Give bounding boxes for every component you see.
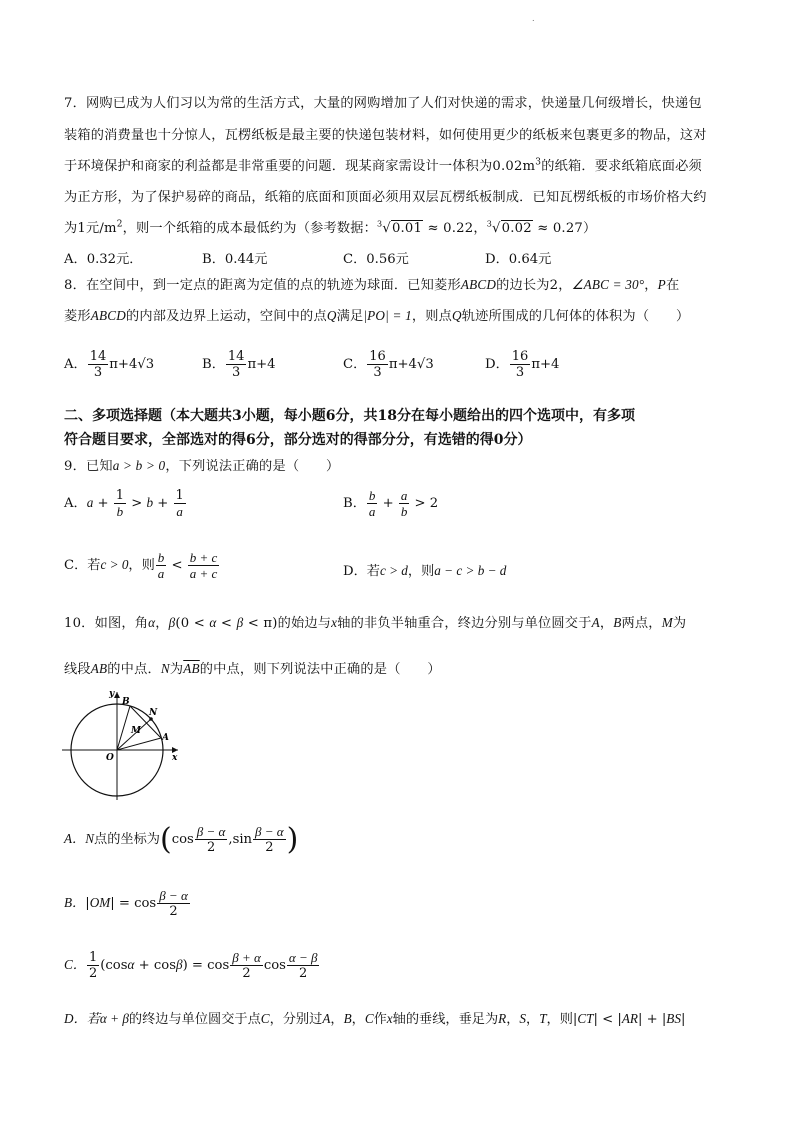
q10-option-a: A．N点的坐标为(cos $\frac{\beta - \alpha}{2}$ ,sin $\frac{\beta - \alpha}{2}$ ) — [64, 822, 299, 857]
q9-option-c: C．若c > 0，则 $\frac{b}{a}$ < $\frac{b + c}{a + c}$ — [64, 550, 218, 581]
q8-option-c: C． $\frac{16}{3}$ π+4√3 — [343, 349, 434, 380]
q9-option-a: A．a + $\frac{1}{b}$ > b + $\frac{1}{a}$ — [64, 488, 184, 519]
q7-line4: 为正方形，为了保护易碎的商品，纸箱的底面和顶面必须用双层瓦楞纸板制成．已知瓦楞纸板的市场价格大约 — [64, 190, 707, 205]
q10-line1: 10．如图，角α，β(0 < α < β < π)的始边与x轴的非负半轴重合，终边分别与单位圆交于A，B两点，M为 — [64, 615, 687, 631]
label-b: B — [122, 697, 130, 707]
q9-option-b: B． $\frac{b}{a}$ + $\frac{a}{b}$ > 2 — [343, 488, 439, 519]
q7-line1: 7．网购已成为人们习以为常的生活方式，大量的网购增加了人们对快递的需求，快递量几何级增长，快递包 — [64, 96, 702, 111]
q10-line2: 线段AB的中点．N为$\overline{AB}$的中点，则下列说法中正确的是（ ） — [64, 661, 441, 677]
label-o: O — [106, 753, 114, 763]
section-2-title-line2: 符合题目要求，全部选对的得6分，部分选对的得部分分，有选错的得0分） — [64, 432, 532, 448]
q8-line2: 菱形ABCD的内部及边界上运动，空间中的点Q满足|PO| = 1，则点Q轨迹所围成的几何体的体积为（ ） — [64, 308, 690, 324]
q7-line2: 装箱的消费量也十分惊人，瓦楞纸板是最主要的快递包装材料，如何使用更少的纸板来包裹更多的物品，这对 — [64, 128, 707, 143]
q8-option-b: B． $\frac{14}{3}$ π+4 — [202, 349, 276, 380]
q7-line3: 于环境保护和商家的利益都是非常重要的问题．现某商家需设计一体积为$0.02m^3$的纸箱．要求纸箱底面必须 — [64, 157, 702, 174]
label-x: x — [172, 753, 178, 763]
q9-stem: 9．已知a > b > 0，下列说法正确的是（ ） — [64, 458, 340, 474]
q10-option-d: D．若α + β的终边与单位圆交于点C，分别过A，B，C作x轴的垂线，垂足为R，S，T，则|CT| < |AR| + |BS| — [64, 1011, 686, 1027]
q8-line1: 8．在空间中，到一定点的距离为定值的点的轨迹为球面．已知菱形ABCD的边长为2，∠ABC = 30°，P在 — [64, 277, 680, 293]
q7-option-d: D．0.64元 — [485, 252, 552, 267]
q7-option-b: B．0.44元 — [202, 252, 268, 267]
label-m: M — [131, 726, 141, 736]
q10-option-c: C． $\frac{1}{2}$ (cosα + cosβ) = cos $\frac{\beta + \alpha}{2}$ cos $\frac{\alpha - \beta}{2}$ — [64, 950, 318, 981]
q10-option-b: B．|OM| = cos $\frac{\beta - \alpha}{2}$ — [64, 888, 188, 919]
q7-line5: 为1元$/m^2$，则一个纸箱的成本最低约为（参考数据：$^3$√0.01 ≈ 0.22，$^3$√0.02 ≈ 0.27） — [64, 219, 597, 236]
page-mark: . — [532, 14, 535, 23]
q9-option-d: D．若c > d，则a − c > b − d — [343, 563, 507, 579]
q7-option-c: C．0.56元 — [343, 252, 409, 267]
label-y: y — [109, 689, 115, 699]
label-n: N — [149, 708, 158, 718]
unit-circle-figure — [62, 684, 182, 802]
section-2-title-line1: 二、多项选择题（本大题共3小题，每小题6分，共18分在每小题给出的四个选项中，有多项 — [64, 408, 635, 424]
y-axis-arrow — [114, 692, 120, 698]
label-a: A — [162, 733, 169, 743]
q8-option-a: A． $\frac{14}{3}$ π+4√3 — [64, 349, 155, 380]
q8-option-d: D． $\frac{16}{3}$ π+4 — [485, 349, 560, 380]
q7-option-a: A．0.32元． — [64, 252, 143, 267]
